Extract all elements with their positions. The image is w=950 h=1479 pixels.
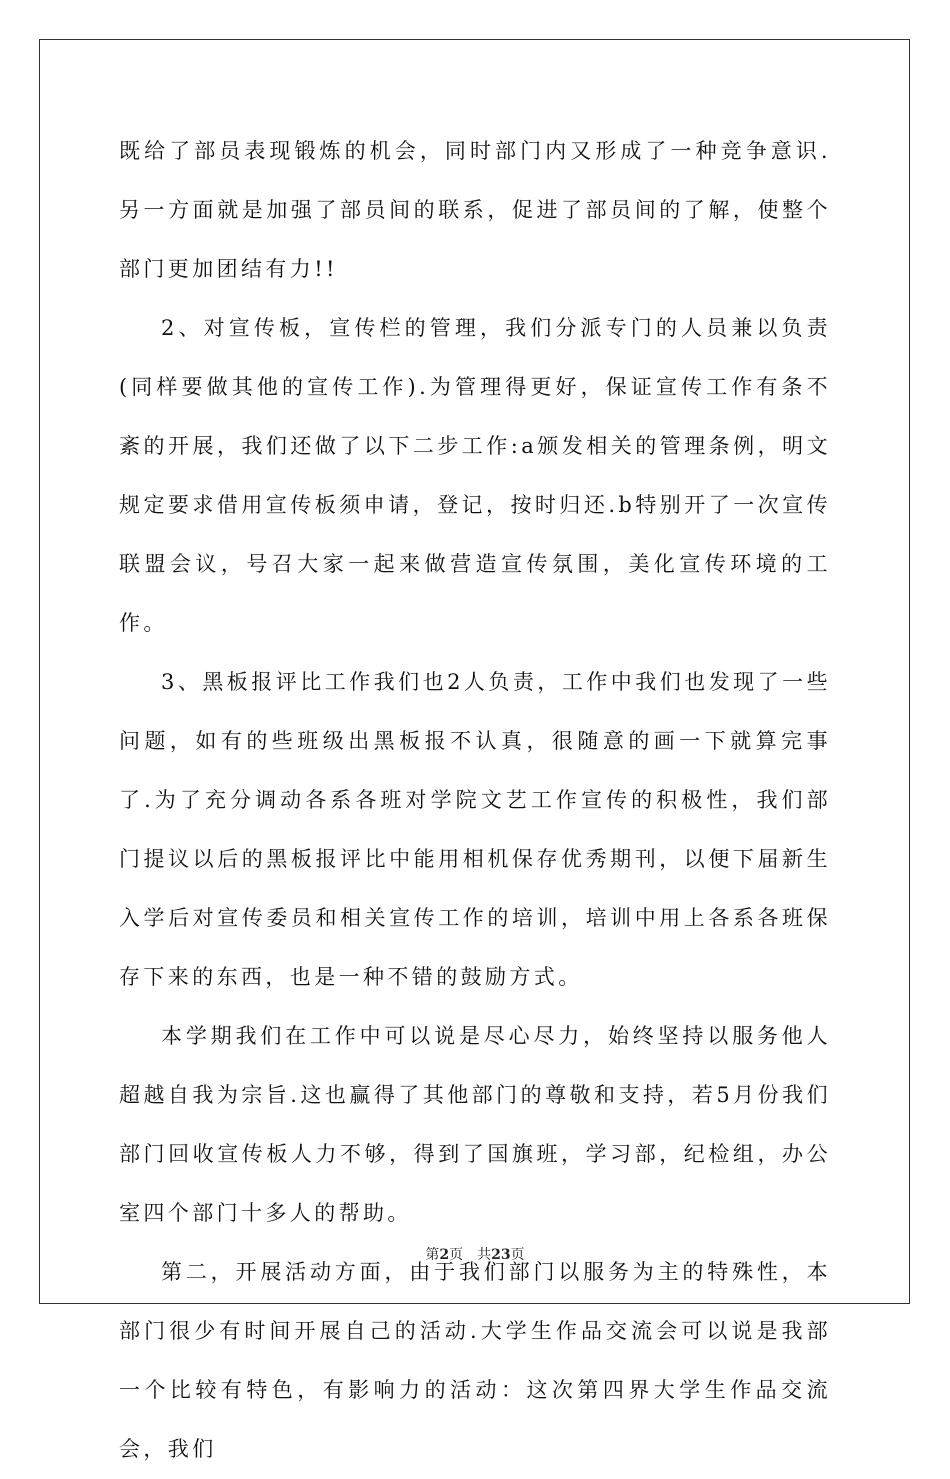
page-suffix: 页 [449, 1247, 464, 1263]
paragraph-blackboard-evaluation: 3、黑板报评比工作我们也2人负责，工作中我们也发现了一些问题，如有的些班级出黑板报不认真，很随意的画一下就算完事了.为了充分调动各系各班对学院文艺工作宣传的积极性，我们部门提议以后的黑板报评比中能用相机保存优秀期刊，以便下届新生入学后对宣传委员和相关宣传工作的培训，培训中用上各系各班保存下来的东西，也是一种不错的鼓励方式。 [119, 670, 831, 989]
total-suffix: 页 [510, 1247, 525, 1263]
page-number: 2 [439, 1247, 450, 1263]
total-prefix: 共 [477, 1247, 492, 1263]
page-prefix: 第 [425, 1247, 440, 1263]
paragraph-semester-summary: 本学期我们在工作中可以说是尽心尽力，始终坚持以服务他人超越自我为宗旨.这也赢得了其他部门的尊敬和支持，若5月份我们部门回收宣传板人力不够，得到了国旗班，学习部，纪检组，办公室四个部门十多人的帮助。 [119, 1024, 831, 1225]
page-footer [0, 1246, 950, 1264]
paragraph-activities: 第二，开展活动方面，由于我们部门以服务为主的特殊性，本部门很少有时间开展自己的活动.大学生作品交流会可以说是我部一个比较有特色，有影响力的活动：这次第四界大学生作品交流会，我们 [119, 1260, 831, 1461]
document-body [119, 122, 831, 1479]
total-pages: 23 [491, 1247, 511, 1263]
paragraph-continuation: 既给了部员表现锻炼的机会，同时部门内又形成了一种竞争意识.另一方面就是加强了部员间的联系，促进了部员间的了解，使整个部门更加团结有力!! [119, 139, 831, 281]
paragraph-bulletin-board-management: 2、对宣传板，宣传栏的管理，我们分派专门的人员兼以负责(同样要做其他的宣传工作).为管理得更好，保证宣传工作有条不紊的开展，我们还做了以下二步工作:a颁发相关的管理条例，明文规定要求借用宣传板须申请，登记，按时归还.b特别开了一次宣传联盟会议，号召大家一起来做营造宣传氛围，美化宣传环境的工作。 [119, 316, 831, 635]
